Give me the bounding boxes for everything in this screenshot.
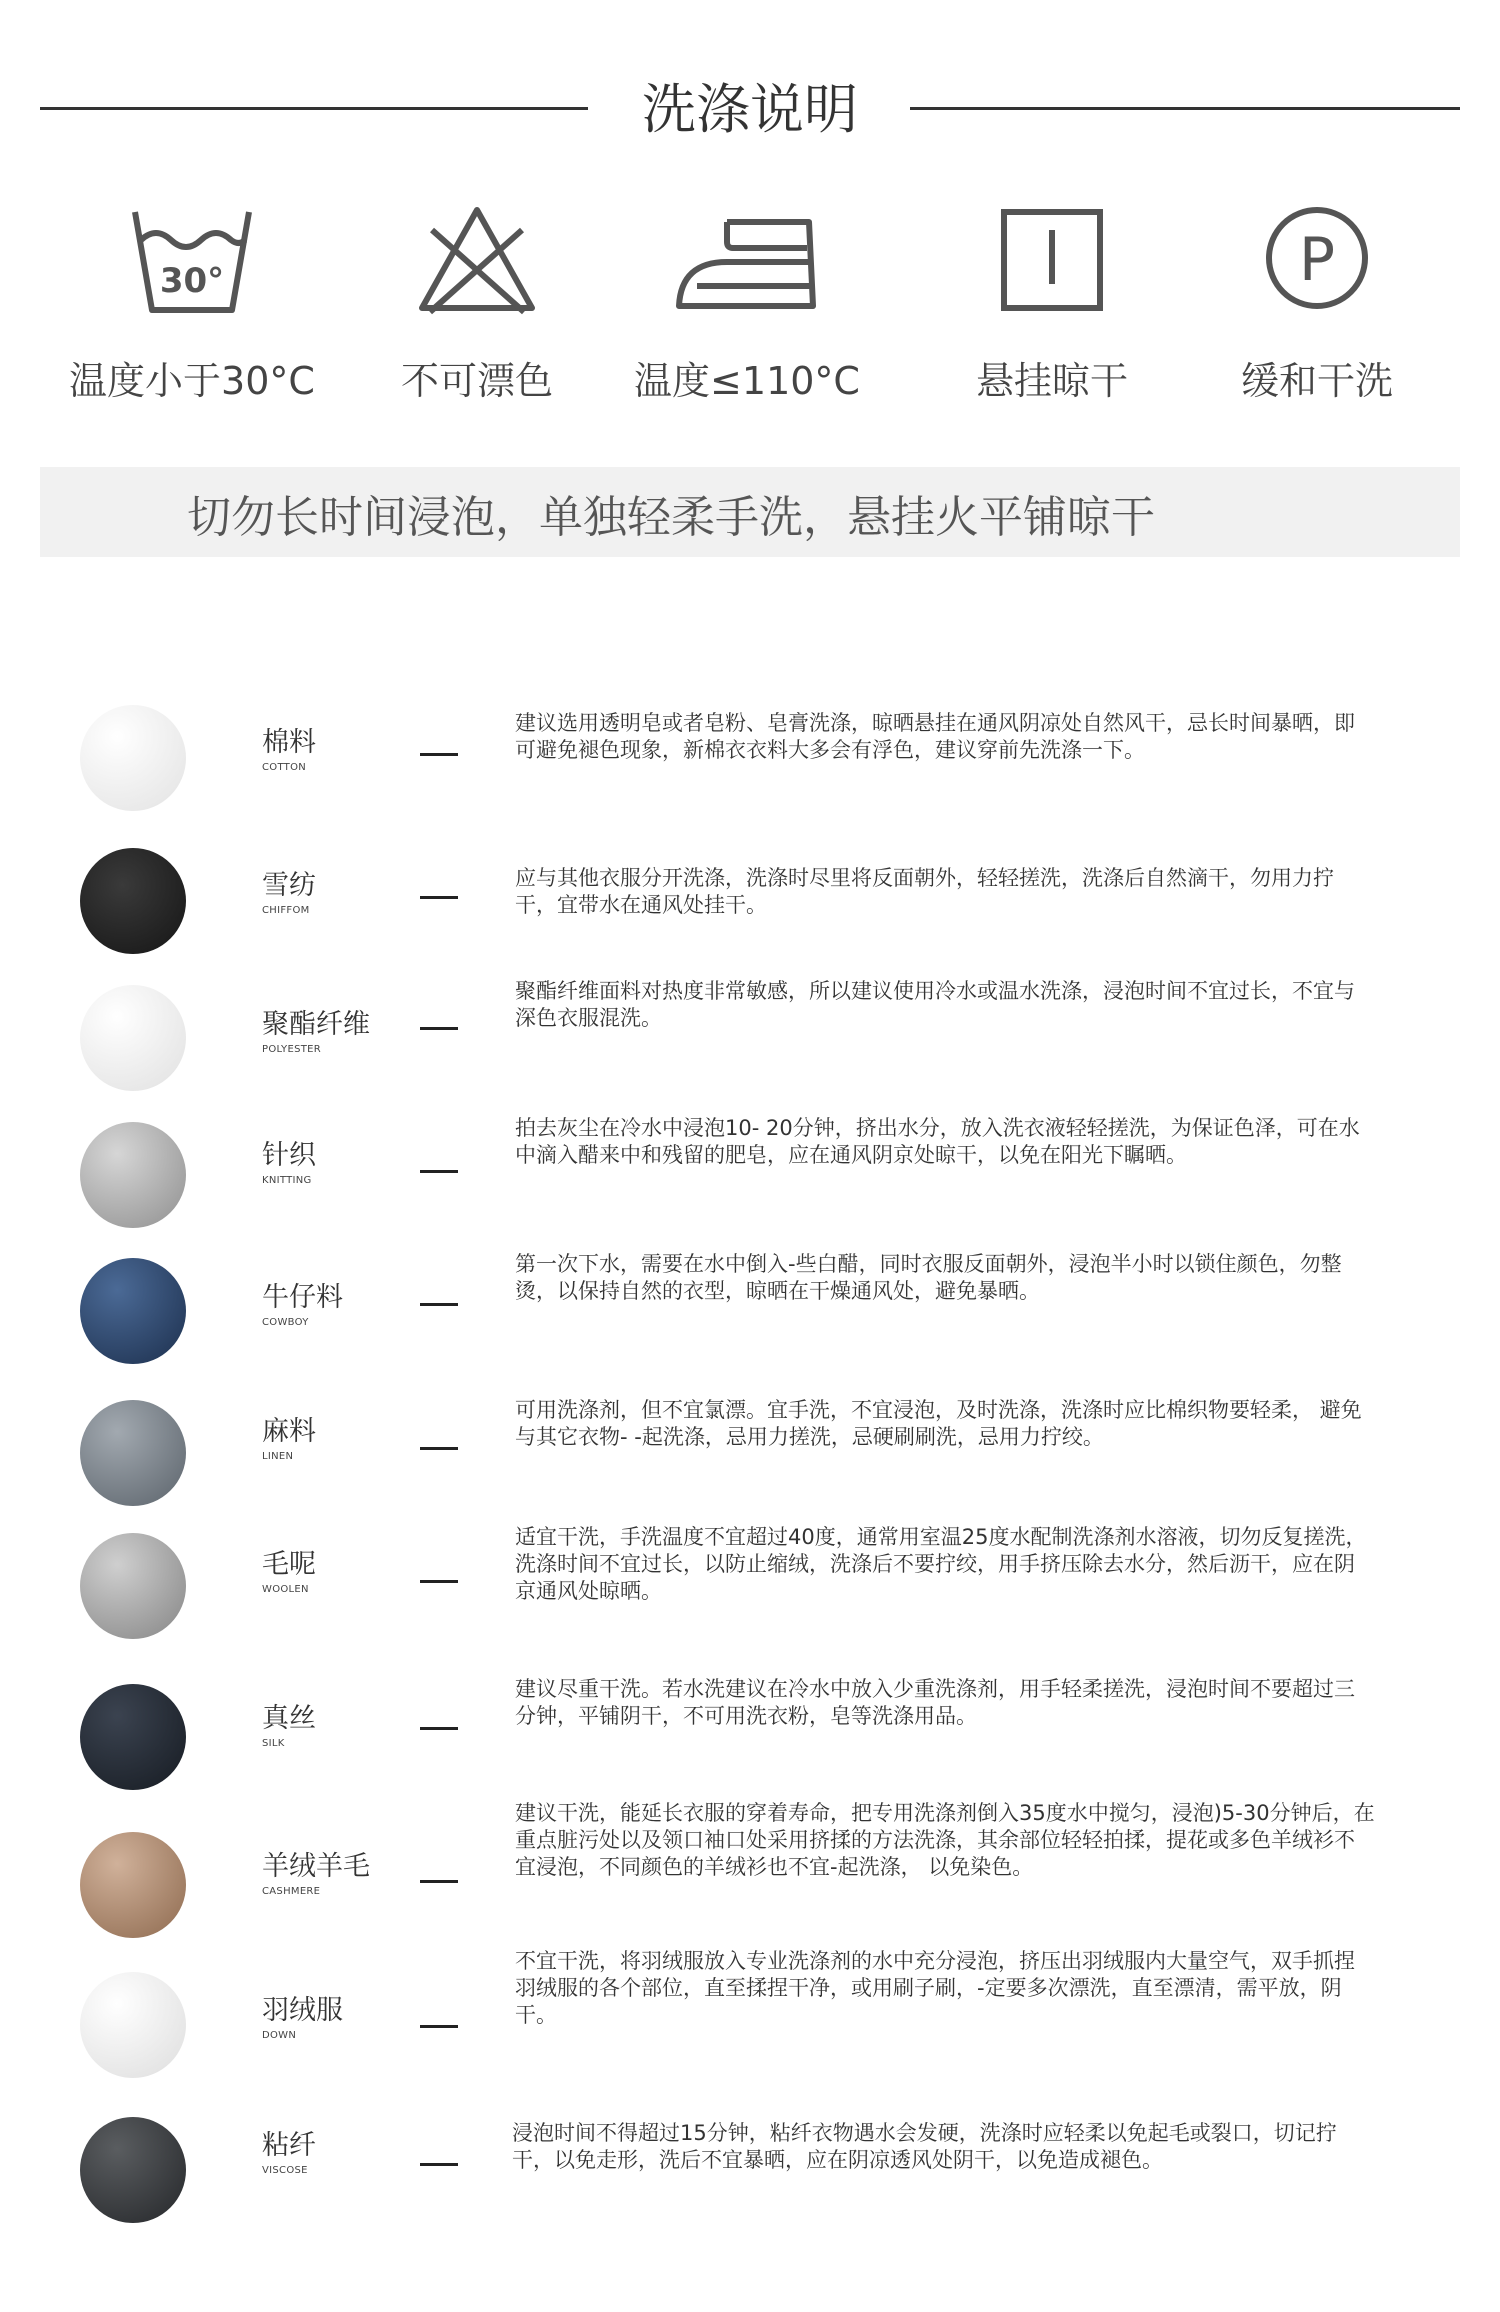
care-symbol-dryclean: [1177, 200, 1457, 410]
fabric-dash: [420, 1447, 458, 1450]
fabric-dash: [420, 1027, 458, 1030]
care-symbol-iron: [607, 200, 887, 410]
care-label-dryclean: 缓和干洗: [1240, 359, 1393, 403]
fabric-row-down: [0, 1949, 1500, 2100]
wash-30-icon: [117, 200, 267, 320]
fabric-description: 建议选用透明皂或者皂粉、皂膏洗涤，晾晒悬挂在通风阴凉处自然风干，忌长时间暴晒，即可避免褪色现象，新棉衣衣料大多会有浮色，建议穿前先洗涤一下。: [515, 711, 1355, 762]
dry-clean-letter: P: [1298, 225, 1336, 295]
fabric-en-name: SILK: [262, 1738, 285, 1749]
fabric-en-name: COTTON: [262, 762, 307, 773]
fabric-dash: [420, 1170, 458, 1173]
fabric-description: 建议尽重干洗。若水洗建议在冷水中放入少重洗涤剂，用手轻柔搓洗，浸泡时间不要超过三分钟，平铺阴干，不可用洗衣粉，皂等洗涤用品。: [515, 1677, 1355, 1728]
knitting-swatch: [80, 1122, 186, 1228]
fabric-name: 粘纤: [262, 2130, 316, 2161]
fabric-dash: [420, 2025, 458, 2028]
fabric-description: 浸泡时间不得超过15分钟，粘纤衣物遇水会发硬，洗涤时应轻柔以免起毛或裂口，切记拧干，以免走形，洗后不宜暴晒，应在阴凉透风处阴干，以免造成褪色。: [512, 2121, 1337, 2172]
fabric-row-cashmere: [0, 1801, 1500, 1960]
fabric-en-name: KNITTING: [262, 1175, 312, 1186]
fabric-en-name: DOWN: [262, 2030, 297, 2041]
fabric-dash: [420, 1727, 458, 1730]
iron-icon: [667, 200, 827, 320]
fabric-name: 棉料: [262, 727, 316, 758]
fabric-en-name: CHIFFOM: [262, 905, 310, 916]
care-symbol-wash: [52, 200, 332, 410]
care-label-wash: 温度小于30°C: [69, 359, 315, 403]
fabric-dash: [420, 1580, 458, 1583]
fabric-en-name: WOOLEN: [262, 1584, 309, 1595]
fabric-row-viscose: [0, 2115, 1500, 2245]
banner-text: 切勿长时间浸泡，单独轻柔手洗，悬挂火平铺晾干: [187, 492, 1155, 543]
linen-swatch: [80, 1400, 186, 1506]
dry-clean-p-icon: [1257, 200, 1377, 320]
fabric-en-name: LINEN: [262, 1451, 294, 1462]
fabric-name: 羊绒羊毛: [262, 1851, 370, 1882]
fabric-dash: [420, 1303, 458, 1306]
fabric-description: 第一次下水，需要在水中倒入-些白醋，同时衣服反面朝外，浸泡半小时以锁住颜色，勿整烫，以保持自然的衣型，晾晒在干燥通风处，避免暴晒。: [515, 1252, 1342, 1303]
title-divider-right: [910, 107, 1460, 110]
fabric-name: 针织: [262, 1140, 316, 1171]
no-bleach-icon: [412, 200, 542, 320]
fabric-dash: [420, 1880, 458, 1883]
care-label-bleach: 不可漂色: [400, 359, 553, 403]
fabric-row-polyester: [0, 980, 1500, 1110]
fabric-name: 真丝: [262, 1703, 316, 1734]
title-divider-left: [40, 107, 588, 110]
fabric-description: 聚酯纤维面料对热度非常敏感，所以建议使用冷水或温水洗涤，浸泡时间不宜过长，不宜与深色衣服混洗。: [515, 979, 1355, 1030]
care-label-hang: 悬挂晾干: [975, 359, 1128, 403]
cowboy-swatch: [80, 1258, 186, 1364]
fabric-description: 不宜干洗，将羽绒服放入专业洗涤剂的水中充分浸泡，挤压出羽绒服内大量空气，双手抓捏羽绒服的各个部位，直至揉捏干净，或用刷子刷，-定要多次漂洗，直至漂清，需平放，阴干。: [515, 1949, 1355, 2027]
instruction-banner: [40, 467, 1460, 557]
fabric-row-woolen: [0, 1525, 1500, 1658]
fabric-row-cotton: [0, 700, 1500, 830]
fabric-dash: [420, 2163, 458, 2166]
title-row: [0, 70, 1500, 150]
fabric-name: 牛仔料: [262, 1282, 343, 1313]
down-swatch: [80, 1972, 186, 2078]
woolen-swatch: [80, 1533, 186, 1639]
chiffon-swatch: [80, 848, 186, 954]
cotton-swatch: [80, 705, 186, 811]
fabric-name: 麻料: [262, 1416, 316, 1447]
care-symbol-hang: [912, 200, 1192, 410]
fabric-description: 拍去灰尘在冷水中浸泡10- 20分钟，挤出水分，放入洗衣液轻轻搓洗，为保证色泽，可在水中滴入醋来中和残留的肥皂，应在通风阴京处晾干，以免在阳光下瞩晒。: [515, 1116, 1360, 1167]
fabric-description: 可用洗涤剂，但不宜氯漂。宜手洗，不宜浸泡，及时洗涤，洗涤时应比棉织物要轻柔， 避免与其它衣物- -起洗涤，忌用力搓洗，忌硬刷刷洗，忌用力拧绞。: [515, 1398, 1362, 1449]
fabric-description: 适宜干洗，手洗温度不宜超过40度，通常用室温25度水配制洗涤剂水溶液，切勿反复搓洗，洗涤时间不宜过长，以防止缩绒，洗涤后不要拧绞，用手挤压除去水分，然后沥干，应在阴京通风处晾晒。: [515, 1525, 1367, 1603]
fabric-en-name: VISCOSE: [262, 2165, 308, 2176]
fabric-en-name: CASHMERE: [262, 1886, 321, 1897]
fabric-name: 雪纺: [262, 870, 316, 901]
fabric-row-cowboy: [0, 1253, 1500, 1383]
fabric-description: 应与其他衣服分开洗涤，洗涤时尽里将反面朝外，轻轻搓洗，洗涤后自然滴干，勿用力拧干，宜带水在通风处挂干。: [515, 866, 1334, 917]
fabric-description: 建议干洗，能延长衣服的穿着寿命，把专用洗涤剂倒入35度水中搅匀，浸泡)5-30分钟后，在重点脏污处以及领口袖口处采用挤揉的方法洗涤，其余部位轻轻拍揉，提花或多色羊绒衫不宜浸泡，不同颜色的羊绒衫也不宜-起洗涤， 以免染色。: [515, 1801, 1375, 1879]
fabric-row-knitting: [0, 1117, 1500, 1247]
care-label-iron: 温度≤110°C: [634, 359, 860, 403]
fabric-en-name: POLYESTER: [262, 1044, 321, 1055]
silk-swatch: [80, 1684, 186, 1790]
fabric-dash: [420, 896, 458, 899]
wash-temp-text: 30°: [159, 261, 225, 301]
page-title: 洗涤说明: [642, 78, 858, 141]
cashmere-swatch: [80, 1832, 186, 1938]
fabric-name: 毛呢: [262, 1549, 316, 1580]
fabric-row-chiffon: [0, 843, 1500, 973]
polyester-swatch: [80, 985, 186, 1091]
care-symbol-bleach: [337, 200, 617, 410]
fabric-en-name: COWBOY: [262, 1317, 309, 1328]
fabric-row-silk: [0, 1677, 1500, 1812]
viscose-swatch: [80, 2117, 186, 2223]
fabric-name: 羽绒服: [262, 1995, 343, 2026]
fabric-name: 聚酯纤维: [262, 1009, 370, 1040]
fabric-dash: [420, 753, 458, 756]
fabric-row-linen: [0, 1395, 1500, 1525]
hang-dry-icon: [992, 200, 1112, 320]
